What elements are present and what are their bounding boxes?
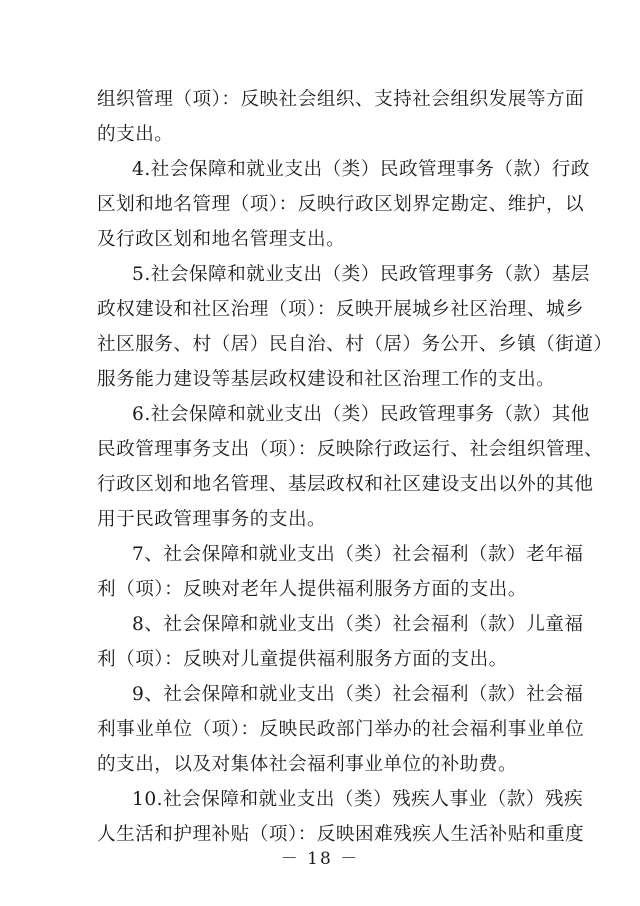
text-line: 的支出。 [97,124,174,145]
text-line: 组织管理（项）：反映社会组织、支持社会组织发展等方面 [97,89,585,110]
text-line: 人生活和护理补贴（项）：反映困难残疾人生活补贴和重度 [97,824,585,845]
text-line: 利事业单位（项）：反映民政部门举办的社会福利事业单位 [97,719,585,740]
text-line: 5.社会保障和就业支出（类）民政管理事务（款）基层 [132,264,590,285]
text-line: 8、社会保障和就业支出（类）社会福利（款）儿童福 [132,614,584,635]
text-line: 政权建设和社区治理（项）：反映开展城乡社区治理、城乡 [97,299,585,320]
text-line: 4.社会保障和就业支出（类）民政管理事务（款）行政 [132,159,590,180]
text-line: 6.社会保障和就业支出（类）民政管理事务（款）其他 [132,404,590,425]
text-line: 9、社会保障和就业支出（类）社会福利（款）社会福 [132,684,584,705]
text-line: 社区服务、村（居）民自治、村（居）务公开、乡镇（街道） [97,334,613,355]
text-line: 民政管理事务支出（项）：反映除行政运行、社会组织管理、 [97,439,604,460]
text-line: 用于民政管理事务的支出。 [97,509,327,530]
page-number: － 18 － [280,849,360,869]
text-line: 10.社会保障和就业支出（类）残疾人事业（款）残疾 [132,789,584,810]
text-line: 服务能力建设等基层政权建设和社区治理工作的支出。 [97,369,556,390]
text-line: 利（项）：反映对老年人提供福利服务方面的支出。 [97,579,527,600]
text-line: 7、社会保障和就业支出（类）社会福利（款）老年福 [132,544,584,565]
text-line: 及行政区划和地名管理支出。 [97,229,346,250]
text-line: 的支出，以及对集体社会福利事业单位的补助费。 [97,754,518,775]
text-line: 利（项）：反映对儿童提供福利服务方面的支出。 [97,649,508,670]
text-line: 行政区划和地名管理、基层政权和社区建设支出以外的其他 [97,474,594,495]
text-line: 区划和地名管理（项）：反映行政区划界定勘定、维护，以 [97,194,585,215]
